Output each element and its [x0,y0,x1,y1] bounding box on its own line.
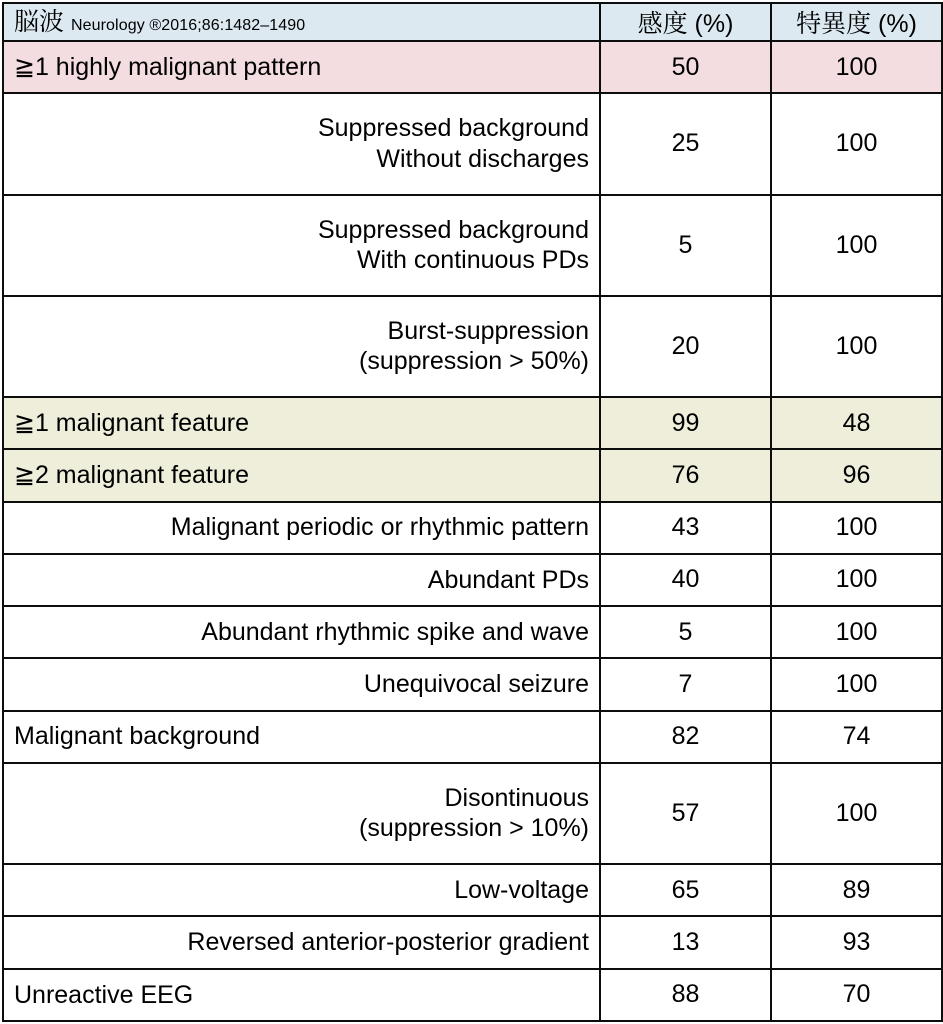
cell-sensitivity-value: 43 [600,502,771,554]
cell-sensitivity-value: 82 [600,711,771,763]
cell-specificity-value: 100 [771,41,942,93]
cell-sensitivity-value: 20 [600,296,771,397]
cell-sensitivity-value: 57 [600,763,771,864]
table-row [3,41,942,93]
cell-pattern-label: Abundant rhythmic spike and wave [3,606,600,658]
table-row [3,916,942,968]
cell-sensitivity-value: 7 [600,658,771,710]
table-row [3,502,942,554]
cell-specificity-value: 89 [771,864,942,916]
header-label-japanese: 脳波 [14,8,65,36]
cell-pattern-label: ≧1 highly malignant pattern [3,41,600,93]
cell-pattern-label: Disontinuous (suppression > 10%) [3,763,600,864]
cell-specificity-value: 93 [771,916,942,968]
cell-specificity-value: 100 [771,606,942,658]
cell-pattern-label: Reversed anterior-posterior gradient [3,916,600,968]
cell-pattern-label: Suppressed background Without discharges [3,93,600,194]
cell-specificity-value: 100 [771,195,942,296]
cell-sensitivity-value: 5 [600,606,771,658]
cell-pattern-label: Suppressed background With continuous PDs [3,195,600,296]
header-row [3,3,942,41]
cell-pattern-label: Malignant background [3,711,600,763]
cell-specificity-value: 96 [771,449,942,501]
cell-pattern-label: ≧2 malignant feature [3,449,600,501]
cell-specificity-value: 100 [771,554,942,606]
cell-specificity-value: 100 [771,502,942,554]
cell-specificity-value: 74 [771,711,942,763]
cell-pattern-label: Abundant PDs [3,554,600,606]
table-row [3,711,942,763]
header-cell-sensitivity: 感度 (%) [600,3,771,41]
cell-sensitivity-value: 99 [600,397,771,449]
table-row [3,554,942,606]
cell-specificity-value: 100 [771,763,942,864]
header-label-citation: Neurology ®2016;86:1482–1490 [70,17,306,34]
cell-pattern-label: Unequivocal seizure [3,658,600,710]
header-cell-label [3,3,600,41]
cell-sensitivity-value: 76 [600,449,771,501]
cell-sensitivity-value: 40 [600,554,771,606]
cell-specificity-value: 100 [771,296,942,397]
table-row [3,296,942,397]
cell-sensitivity-value: 13 [600,916,771,968]
table-header [3,3,942,41]
cell-sensitivity-value: 5 [600,195,771,296]
eeg-prognosis-table [2,2,943,1022]
cell-specificity-value: 100 [771,93,942,194]
table-row [3,864,942,916]
table-row [3,449,942,501]
table-row [3,93,942,194]
cell-pattern-label: Low-voltage [3,864,600,916]
cell-sensitivity-value: 88 [600,969,771,1021]
cell-sensitivity-value: 65 [600,864,771,916]
table-row [3,658,942,710]
cell-pattern-label: Unreactive EEG [3,969,600,1021]
table-row [3,606,942,658]
cell-pattern-label: Malignant periodic or rhythmic pattern [3,502,600,554]
table-row [3,195,942,296]
header-cell-specificity: 特異度 (%) [771,3,942,41]
cell-specificity-value: 100 [771,658,942,710]
cell-specificity-value: 70 [771,969,942,1021]
cell-sensitivity-value: 50 [600,41,771,93]
cell-pattern-label: ≧1 malignant feature [3,397,600,449]
cell-pattern-label: Burst-suppression (suppression > 50%) [3,296,600,397]
cell-specificity-value: 48 [771,397,942,449]
cell-sensitivity-value: 25 [600,93,771,194]
table-row [3,397,942,449]
table-row [3,969,942,1021]
table-row [3,763,942,864]
table-body [3,41,942,1021]
